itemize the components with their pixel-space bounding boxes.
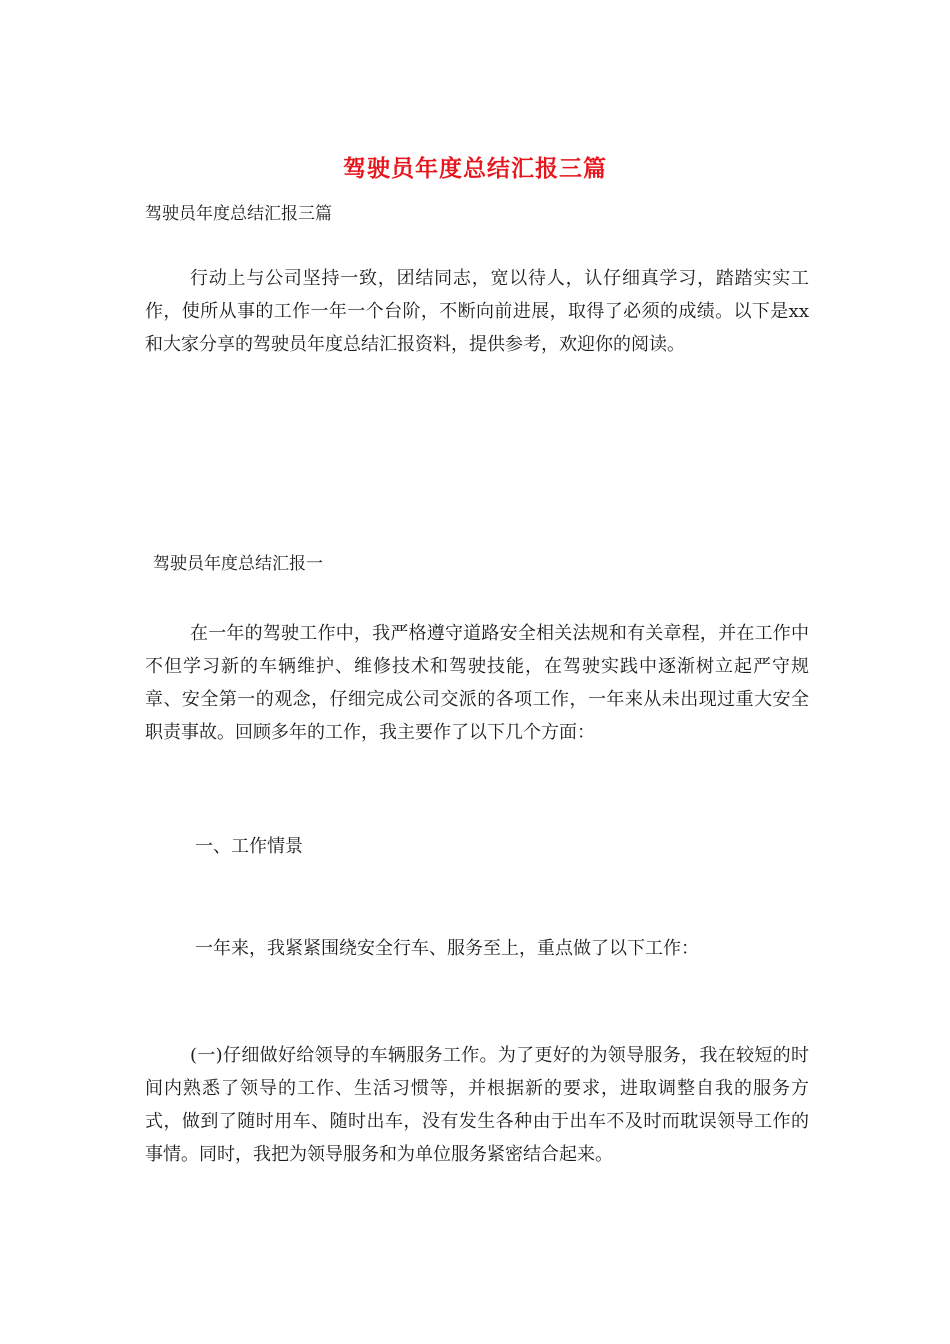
body-paragraph-2: 一年来，我紧紧围绕安全行车、服务至上，重点做了以下工作： — [195, 938, 699, 959]
document-subtitle: 驾驶员年度总结汇报三篇 — [145, 204, 332, 224]
document-title: 驾驶员年度总结汇报三篇 — [343, 155, 607, 182]
body-paragraph-1: 在一年的驾驶工作中，我严格遵守道路安全相关法规和有关章程，并在工作中不但学习新的车辆维护、维修技术和驾驶技能，在驾驶实践中逐渐树立起严守规章、安全第一的观念，仔细完成公司交派的各项工作，一年来从未出现过重大安全职责事故。回顾多年的工作，我主要作了以下几个方面： — [145, 623, 809, 743]
section-heading-1: 一、工作情景 — [195, 836, 303, 857]
intro-paragraph: 行动上与公司坚持一致，团结同志，宽以待人，认仔细真学习，踏踏实实工作，使所从事的工作一年一个台阶，不断向前进展，取得了必须的成绩。以下是xx和大家分享的驾驶员年度总结汇报资料，提供参考，欢迎你的阅读。 — [145, 268, 809, 355]
body-paragraph-3: (一)仔细做好给领导的车辆服务工作。为了更好的为领导服务，我在较短的时间内熟悉了领导的工作、生活习惯等，并根据新的要求，进取调整自我的服务方式，做到了随时用车、随时出车，没有发生各种由于出车不及时而耽误领导工作的事情。同时，我把为领导服务和为单位服务紧密结合起来。 — [145, 1045, 809, 1165]
section-title: 驾驶员年度总结汇报一 — [153, 554, 323, 574]
